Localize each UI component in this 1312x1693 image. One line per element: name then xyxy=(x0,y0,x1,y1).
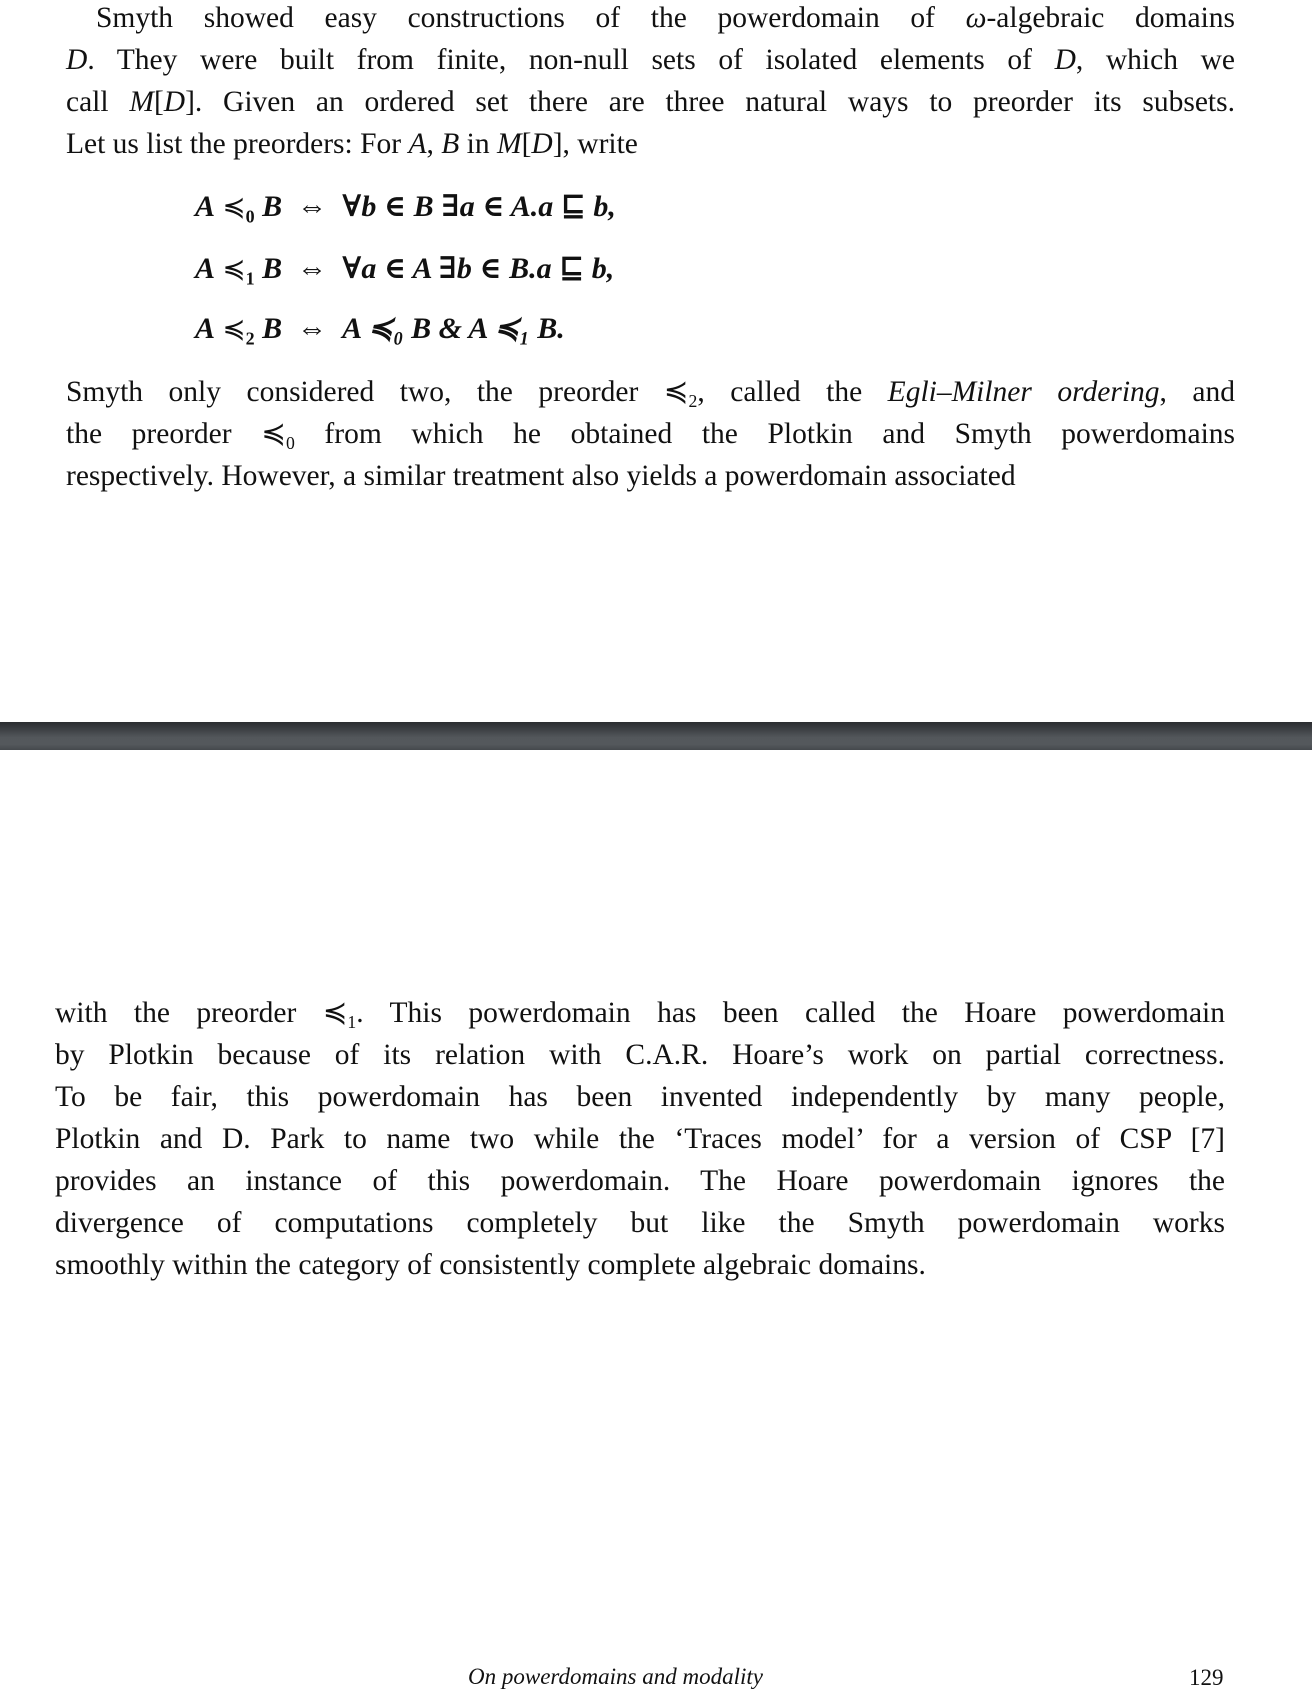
italic-text: D xyxy=(1054,44,1076,76)
formula-lhs: A xyxy=(195,312,216,345)
italic-text: B xyxy=(441,128,460,160)
formula-lhs: B xyxy=(262,252,283,285)
page-top xyxy=(0,0,1312,722)
text-line: Let us list the preorders: For A, B in M[D], write xyxy=(66,128,638,160)
iff-symbol: ⇔ xyxy=(297,312,328,345)
formula-preorder-2 xyxy=(195,312,565,349)
page-number: 129 xyxy=(1189,1665,1224,1690)
formula-lhs: A xyxy=(195,252,216,285)
text-line: Smyth showed easy constructions of the powerdomain of ω-algebraic domains xyxy=(96,2,1235,34)
running-head: On powerdomains and modality xyxy=(468,1664,763,1689)
page-bottom xyxy=(0,750,1312,1690)
italic-text: Egli–Milner ordering xyxy=(887,376,1160,408)
subscript: 0 xyxy=(245,206,255,227)
page-separator xyxy=(0,722,1312,750)
subscript: 0 xyxy=(285,433,295,454)
formula-lhs: B xyxy=(262,190,283,223)
text-line: with the preorder $≼_1$. This powerdomain has been called the Hoare powerdomain xyxy=(55,997,1225,1033)
formula-preorder-0 xyxy=(195,190,616,227)
italic-text: M xyxy=(496,128,522,160)
text-line: To be fair, this powerdomain has been invented independently by many people, xyxy=(55,1081,1225,1113)
formula-rhs: ∀a ∈ A ∃b ∈ B.a ⊑ b, xyxy=(342,252,615,285)
italic-text: D xyxy=(531,128,553,160)
formula-preorder-1 xyxy=(195,252,615,289)
formula-lhs: A xyxy=(195,190,216,223)
iff-symbol: ⇔ xyxy=(297,190,328,223)
text-line: respectively. However, a similar treatment also yields a powerdomain associated xyxy=(66,460,1016,492)
text-line: by Plotkin because of its relation with C.A.R. Hoare’s work on partial correctness. xyxy=(55,1039,1225,1071)
text-line: divergence of computations completely but like the Smyth powerdomain works xyxy=(55,1207,1225,1239)
text-line: Smyth only considered two, the preorder $≼_2$, called the Egli–Milner ordering, and xyxy=(66,376,1235,412)
preceq-symbol: ≼ xyxy=(222,190,246,223)
subscript: 1 xyxy=(347,1012,357,1033)
formula-rhs: ∀b ∈ B ∃a ∈ A.a ⊑ b, xyxy=(342,190,616,223)
text-line: Plotkin and D. Park to name two while the ‘Traces model’ for a version of CSP [7] xyxy=(55,1123,1225,1155)
text-line: D. They were built from finite, non-null sets of isolated elements of D, which we xyxy=(66,44,1235,76)
formula-rhs: A ≼₀ B & A ≼₁ B. xyxy=(342,312,565,345)
italic-text: D xyxy=(163,86,186,118)
formula-lhs: B xyxy=(262,312,283,345)
subscript: 2 xyxy=(245,328,255,349)
subscript: 1 xyxy=(245,268,255,289)
text-line: the preorder $≼_0$ from which he obtained the Plotkin and Smyth powerdomains xyxy=(66,418,1235,454)
italic-text: D xyxy=(66,44,88,76)
preceq-symbol: ≼ xyxy=(222,312,246,345)
iff-symbol: ⇔ xyxy=(297,252,328,285)
italic-text: M xyxy=(129,86,154,118)
text-line: call M[D]. Given an ordered set there are three natural ways to preorder its subsets. xyxy=(66,86,1235,118)
subscript: 2 xyxy=(688,391,698,412)
italic-text: A xyxy=(408,128,427,160)
italic-text: ω xyxy=(965,2,987,34)
preceq-symbol: ≼ xyxy=(222,252,246,285)
text-line: provides an instance of this powerdomain. The Hoare powerdomain ignores the xyxy=(55,1165,1225,1197)
text-line: smoothly within the category of consistently complete algebraic domains. xyxy=(55,1249,926,1281)
